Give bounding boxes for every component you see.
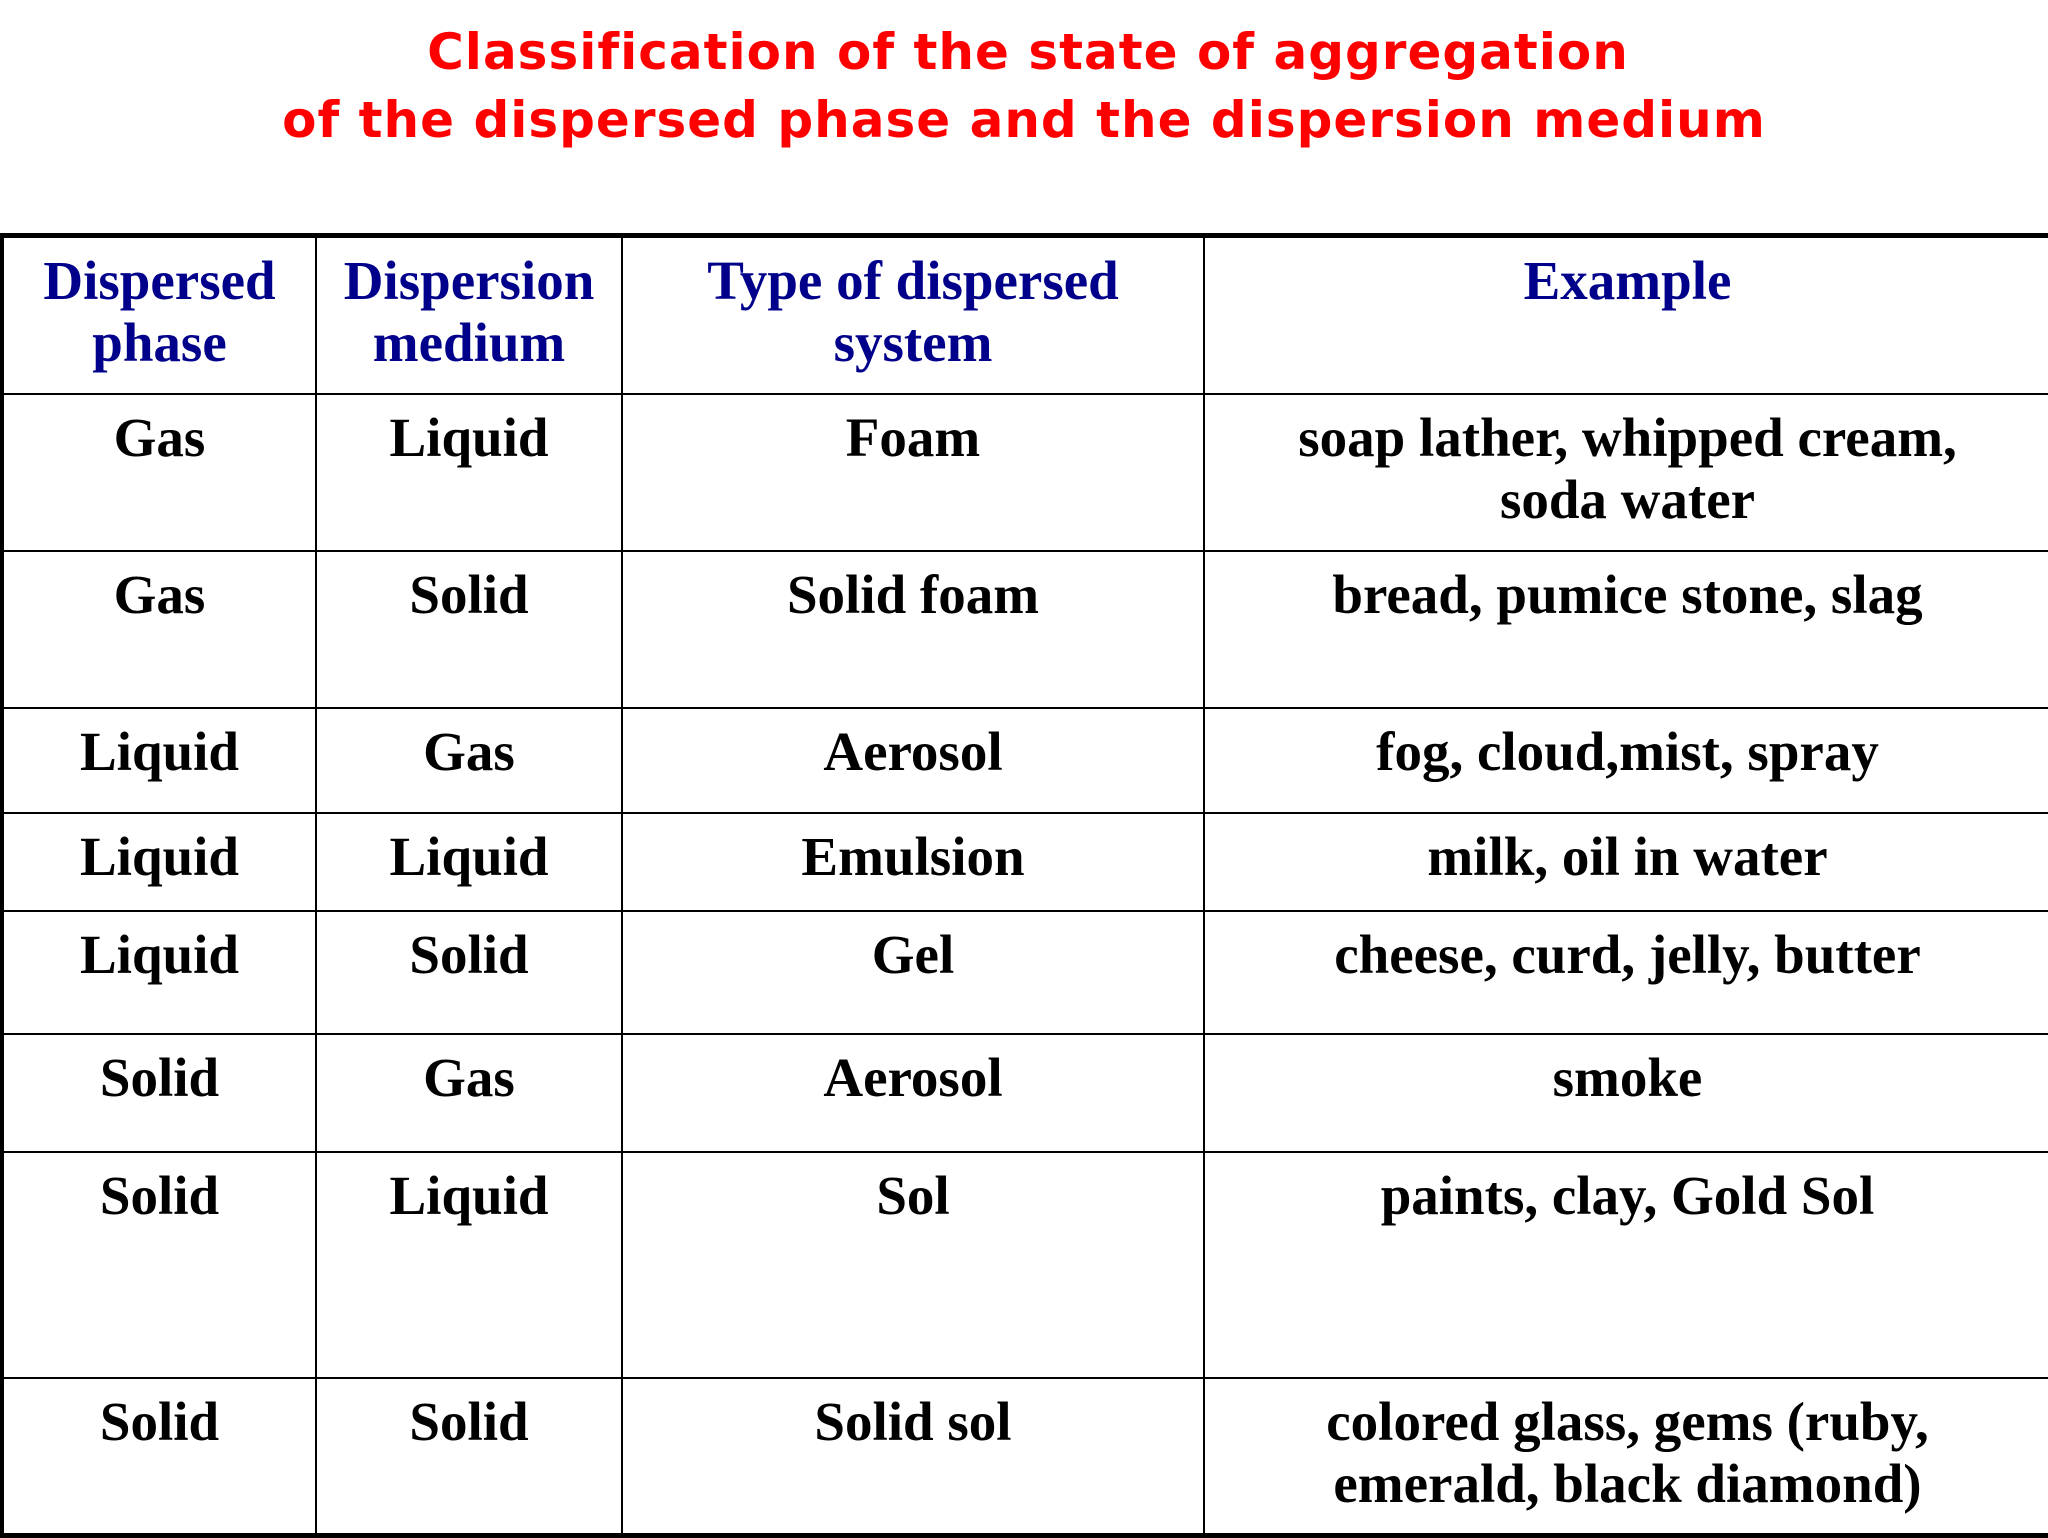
cell-type: Aerosol [622,708,1204,813]
table-row [2,1378,2048,1536]
cell-medium: Solid [316,911,622,1034]
cell-medium: Liquid [316,394,622,551]
cell-medium: Gas [316,1034,622,1152]
title-line-1: Classification of the state of aggregation [427,23,1629,81]
cell-phase: Liquid [2,708,316,813]
header-dispersion-medium: Dispersion medium [316,236,622,394]
page-title [0,18,2048,154]
cell-example: bread, pumice stone, slag [1204,551,2048,708]
cell-example: soap lather, whipped cream, soda water [1204,394,2048,551]
cell-example: fog, cloud,mist, spray [1204,708,2048,813]
cell-type: Solid foam [622,551,1204,708]
cell-phase: Solid [2,1152,316,1378]
header-dispersed-phase: Dispersed phase [2,236,316,394]
cell-type: Foam [622,394,1204,551]
table-row [2,1152,2048,1378]
cell-type: Aerosol [622,1034,1204,1152]
cell-example: cheese, curd, jelly, butter [1204,911,2048,1034]
table-row [2,1034,2048,1152]
cell-medium: Solid [316,551,622,708]
cell-example: colored glass, gems (ruby, emerald, black diamond) [1204,1378,2048,1536]
cell-phase: Liquid [2,911,316,1034]
cell-medium: Liquid [316,1152,622,1378]
header-example: Example [1204,236,2048,394]
cell-type: Gel [622,911,1204,1034]
cell-medium: Solid [316,1378,622,1536]
cell-phase: Gas [2,551,316,708]
table-row [2,911,2048,1034]
cell-type: Sol [622,1152,1204,1378]
classification-table [0,233,2048,1538]
cell-phase: Solid [2,1034,316,1152]
table-row [2,813,2048,911]
cell-example: smoke [1204,1034,2048,1152]
cell-medium: Gas [316,708,622,813]
table-row [2,708,2048,813]
table-header-row [2,236,2048,394]
cell-type: Emulsion [622,813,1204,911]
cell-example: paints, clay, Gold Sol [1204,1152,2048,1378]
cell-type: Solid sol [622,1378,1204,1536]
title-line-2: of the dispersed phase and the dispersion medium [282,91,1766,149]
header-type: Type of dispersed system [622,236,1204,394]
cell-medium: Liquid [316,813,622,911]
cell-phase: Solid [2,1378,316,1536]
cell-example: milk, oil in water [1204,813,2048,911]
cell-phase: Gas [2,394,316,551]
table-row [2,394,2048,551]
table-row [2,551,2048,708]
cell-phase: Liquid [2,813,316,911]
